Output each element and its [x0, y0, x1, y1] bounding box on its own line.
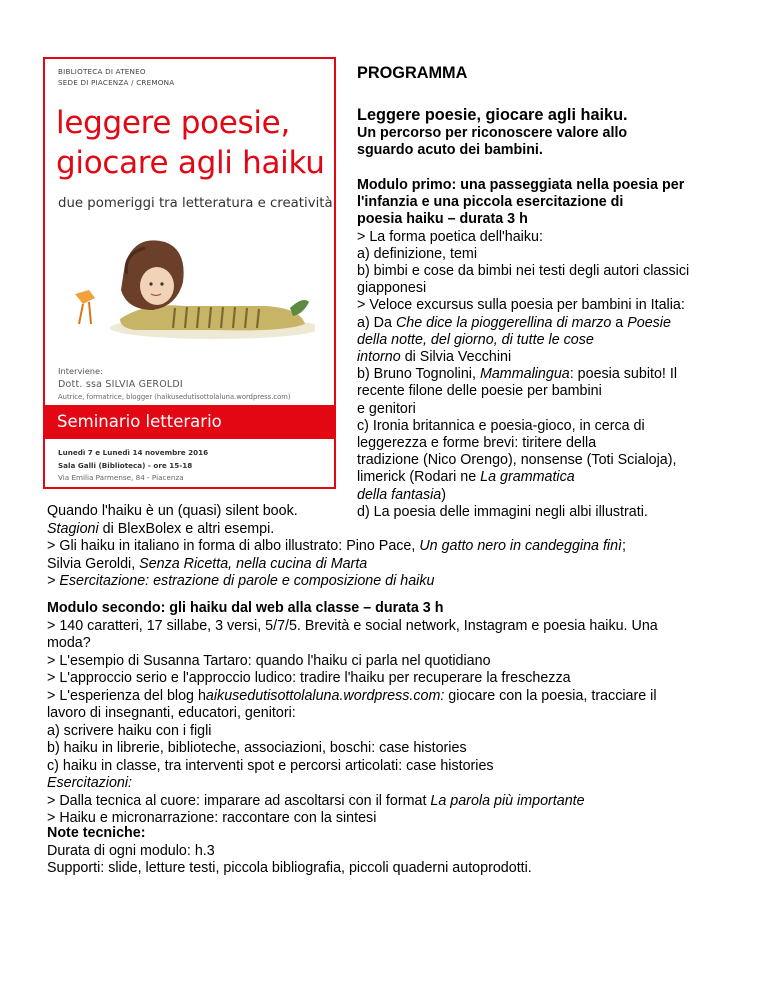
poster-place-line: Sala Galli (Biblioteca) - ore 15-18 — [58, 460, 193, 470]
text-line: moda? — [47, 635, 91, 651]
text-line: > L'approccio serio e l'approccio ludico: tradire l'haiku per recuperare la freschezza — [47, 670, 571, 686]
text-line: b) bimbi e cose da bimbi nei testi degli autori classici — [357, 263, 690, 280]
poster-illustration — [65, 224, 315, 349]
text-line: a) scrivere haiku con i figli — [47, 722, 212, 739]
text-line: Stagioni di BlexBolex e altri esempi. — [47, 520, 275, 537]
text-line: Supporti: slide, letture testi, piccola bibliografia, piccoli quaderni autoprodotti. — [47, 860, 532, 876]
modulo-secondo-title: Modulo secondo: gli haiku dal web alla classe – durata 3 h — [47, 600, 444, 616]
text-line: > L'esperienza del blog haikusedutisottolaluna.wordpress.com: giocare con la poesia, tracciare il — [47, 687, 657, 704]
text-line: > Esercitazione: estrazione di parole e composizione di haiku — [47, 573, 435, 589]
modulo-primo-title-line: l'infanzia e una piccola esercitazione di — [357, 194, 624, 211]
text-line: c) Ironia britannica e poesia-gioco, in cerca di — [357, 417, 645, 434]
text-line: e genitori — [357, 400, 416, 417]
text-line: Durata di ogni modulo: h.3 — [47, 842, 215, 859]
programma-heading: PROGRAMMA — [357, 64, 468, 82]
event-poster — [43, 57, 336, 489]
poster-seminar-band: Seminario letterario — [45, 405, 334, 439]
poster-dates — [58, 447, 208, 485]
text-line: Silvia Geroldi, Senza Ricetta, nella cucina di Marta — [47, 555, 368, 572]
text-line: Esercitazioni: — [47, 775, 133, 791]
poster-title: leggere poesie, giocare agli haiku — [56, 105, 325, 181]
text-line: > Haiku e micronarrazione: raccontare con la sintesi — [47, 810, 377, 826]
programma-lead: Un percorso per riconoscere valore allo sguardo acuto dei bambini. — [357, 125, 628, 158]
note-tecniche-title: Note tecniche: — [47, 825, 146, 841]
modulo-primo-continued — [47, 503, 626, 591]
poster-speaker: Dott. ssa SILVIA GEROLDI — [58, 379, 183, 390]
text-line: d) La poesia delle immagini negli albi illustrati. — [357, 503, 648, 520]
programma-subtitle: Leggere poesie, giocare agli haiku. — [357, 106, 628, 124]
text-line: della notte, del giorno, di tutte le cose — [357, 331, 594, 348]
text-line: intorno di Silvia Vecchini — [357, 349, 512, 366]
text-line: c) haiku in classe, tra interventi spot e percorsi articolati: case histories — [47, 757, 494, 774]
text-line: > Dalla tecnica al cuore: imparare ad ascoltarsi con il format La parola più importante — [47, 792, 585, 809]
text-line: giapponesi — [357, 280, 427, 297]
text-line: > L'esempio di Susanna Tartaro: quando l'haiku ci parla nel quotidiano — [47, 652, 491, 669]
text-line: > 140 caratteri, 17 sillabe, 3 versi, 5/7/5. Brevità e social network, Instagram e poesia haiku. Una — [47, 617, 658, 634]
poster-subtitle: due pomeriggi tra letteratura e creatività — [58, 196, 333, 211]
poster-date-line: Lunedì 7 e Lunedì 14 novembre 2016 — [58, 448, 209, 457]
text-line: > Veloce excursus sulla poesia per bambini in Italia: — [357, 297, 685, 314]
modulo-primo-title-line: poesia haiku – durata 3 h — [357, 211, 528, 228]
poster-institution: BIBLIOTECA DI ATENEO SEDE DI PIACENZA / CREMONA — [58, 67, 175, 87]
text-line: recente filone delle poesie per bambini — [357, 383, 602, 400]
poster-address-line: Via Emilia Parmense, 84 - Piacenza — [58, 473, 184, 482]
poster-speaker-role: Autrice, formatrice, blogger (haikusedutisottolaluna.wordpress.com) — [58, 393, 291, 401]
text-line: Quando l'haiku è un (quasi) silent book. — [47, 503, 298, 519]
text-line: > La forma poetica dell'haiku: — [357, 228, 543, 245]
text-line: > Gli haiku in italiano in forma di albo illustrato: Pino Pace, Un gatto nero in candeggina finì; — [47, 538, 626, 554]
modulo-primo-title-line: Modulo primo: una passeggiata nella poesia per — [357, 177, 685, 193]
note-tecniche — [47, 825, 532, 878]
text-line: tradizione (Nico Orengo), nonsense (Toti Scialoja), — [357, 452, 677, 469]
text-line: leggerezza e forme brevi: tiritere della — [357, 435, 597, 452]
poster-interviene-label: Interviene: — [58, 366, 103, 376]
text-line: b) haiku in librerie, biblioteche, associazioni, boschi: case histories — [47, 740, 467, 756]
text-line: lavoro di insegnanti, educatori, genitori: — [47, 705, 296, 721]
text-line: a) Da Che dice la pioggerellina di marzo a Poesie — [357, 314, 671, 331]
text-line: a) definizione, temi — [357, 245, 477, 262]
text-line: della fantasia) — [357, 486, 447, 503]
text-line: limerick (Rodari ne La grammatica — [357, 469, 575, 486]
text-line: b) Bruno Tognolini, Mammalingua: poesia subito! Il — [357, 366, 678, 383]
modulo-secondo — [47, 600, 658, 828]
modulo-primo — [357, 177, 689, 521]
